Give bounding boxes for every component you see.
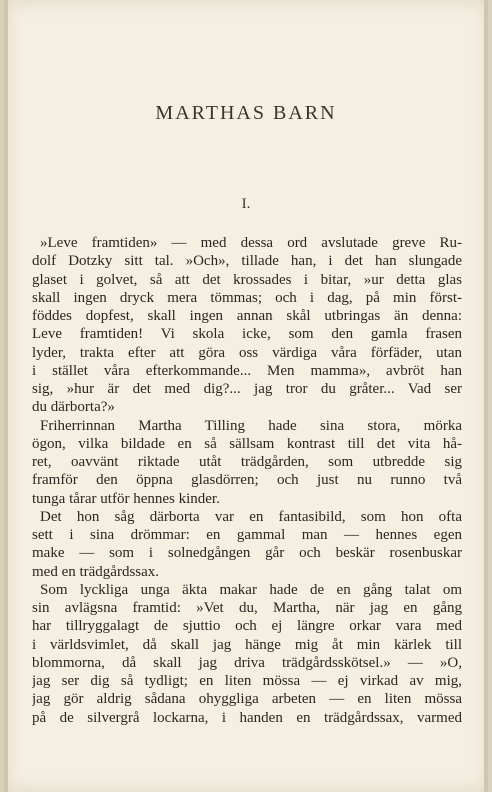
text-line: du därborta?» [32, 399, 115, 416]
text-line: skall ingen dryck mera tömmas; och i dag, på min först- [32, 289, 462, 306]
text-line: ret, oavvänt riktade utåt trädgården, som utbredde sig [32, 454, 462, 470]
text-line: framför den öppna glasdörren; och just nu runno två [32, 472, 462, 489]
text-line: i stället våra efterkommande... Men mamma», avbröt han [32, 362, 462, 379]
text-line: dolf Dotzky sitt tal. »Och», tillade han, i det han slungade [32, 253, 462, 270]
text-line: föddes dopfest, skall ingen annan skål utbringas än denna: [32, 308, 462, 324]
text-line: har tillryggalagt de sjuttio och ej längre orkar vara med [32, 618, 462, 635]
page-title: MARTHAS BARN [155, 102, 337, 124]
text-line: jag gör aldrig sådana ohyggliga arbeten — en liten mössa [32, 691, 462, 708]
text-line: jag ser dig så tydligt; en liten mössa — ej virkad av mig, [32, 673, 462, 689]
body-text [32, 234, 462, 727]
text-line: på de silvergrå lockarna, i handen en trädgårdssax, varmed [32, 709, 462, 726]
chapter-number: I. [241, 196, 251, 212]
text-line: make — som i solnedgången går och beskär rosenbuskar [32, 545, 462, 562]
text-line: lyder, trakta efter att göra oss värdiga våra förfäder, utan [32, 344, 462, 361]
text-line: Det hon såg därborta var en fantasibild, som hon ofta [40, 508, 462, 525]
book-page [4, 0, 488, 792]
text-line: »Leve framtiden» — med dessa ord avslutade greve Ru- [40, 235, 462, 251]
text-line: glaset i golvet, så att det krossades i bitar, »ur detta glas [32, 271, 462, 288]
text-line: Friherrinnan Martha Tilling hade sina stora, mörka [40, 417, 462, 434]
text-line: sett i sina drömmar: en gammal man — hennes egen [32, 527, 462, 543]
text-line: ögon, vilka bildade en så sällsam kontrast till det vita hå- [32, 435, 462, 452]
text-line: sin avlägsna framtid: »Vet du, Martha, när jag en gång [32, 600, 462, 616]
text-line: sig, »hur är det med dig?... jag tror du gråter... Vad ser [32, 381, 462, 397]
text-line: Leve framtiden! Vi skola icke, som den gamla frasen [32, 326, 462, 343]
text-line: i världsvimlet, då skall jag hänge mig åt min kärlek till [32, 636, 462, 653]
text-line: med en trädgårdssax. [32, 563, 160, 580]
text-line: blommorna, då skall jag driva trädgårdsskötsel.» — »O, [32, 654, 462, 671]
text-line: Som lyckliga unga äkta makar hade de en gång talat om [40, 581, 462, 598]
text-line: tunga tårar utför hennes kinder. [32, 490, 220, 507]
